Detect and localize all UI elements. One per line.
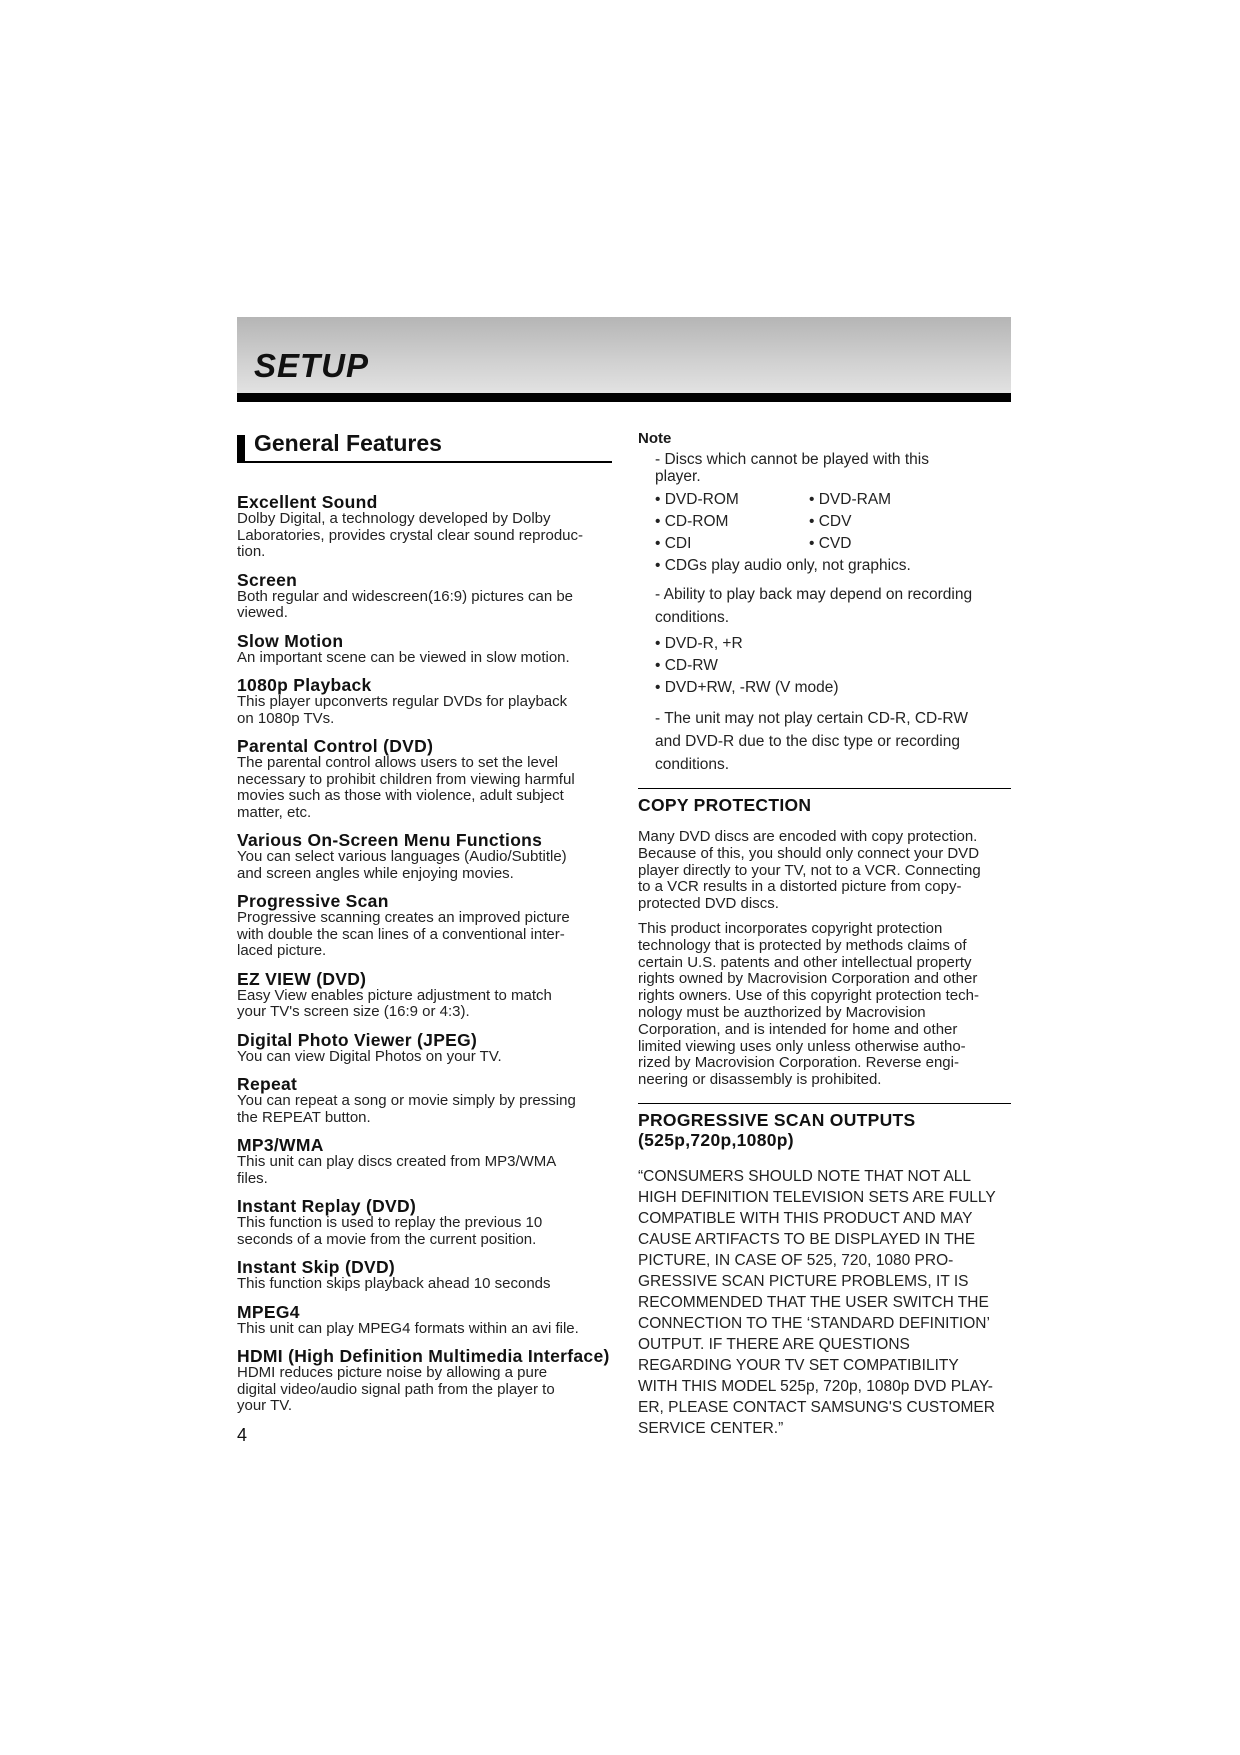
feature-title: Parental Control (DVD) bbox=[237, 736, 434, 756]
feature-item bbox=[237, 676, 612, 727]
copy-protection-line: nology must be auzthorized by Macrovision bbox=[638, 1003, 926, 1021]
feature-description-line: This function skips playback ahead 10 seconds bbox=[237, 1275, 551, 1292]
feature-description bbox=[237, 849, 612, 882]
feature-description bbox=[237, 1365, 612, 1415]
feature-item bbox=[237, 571, 612, 622]
progressive-notice-line: WITH THIS MODEL 525p, 720p, 1080p DVD PLAY- bbox=[638, 1377, 993, 1395]
feature-description-line: matter, etc. bbox=[237, 803, 312, 821]
copy-protection-line: technology that is protected by methods claims of bbox=[638, 936, 967, 954]
disc-pair-row bbox=[638, 489, 1011, 511]
progressive-notice bbox=[638, 1166, 1011, 1439]
feature-description-line: files. bbox=[237, 1169, 268, 1187]
feature-description-line: You can select various languages (Audio/Subtitle) bbox=[237, 848, 567, 865]
feature-description-line: and screen angles while enjoying movies. bbox=[237, 864, 514, 882]
feature-item bbox=[237, 493, 612, 561]
copy-protection-line: protected DVD discs. bbox=[638, 895, 779, 913]
feature-title: Digital Photo Viewer (JPEG) bbox=[237, 1029, 478, 1050]
feature-title: EZ VIEW (DVD) bbox=[237, 968, 367, 989]
feature-title: Screen bbox=[237, 569, 298, 590]
copy-protection-line: certain U.S. patents and other intellectual property bbox=[638, 953, 972, 971]
copy-protection-line: neering or disassembly is prohibited. bbox=[638, 1071, 882, 1089]
feature-description-line: tion. bbox=[237, 543, 266, 560]
note-dash-2 bbox=[638, 583, 1011, 629]
features-list bbox=[237, 493, 612, 1415]
disc-item: • CD-ROM bbox=[655, 513, 729, 530]
feature-description-line: the REPEAT button. bbox=[237, 1108, 371, 1126]
copy-protection-header bbox=[638, 788, 1011, 815]
progressive-notice-line: OUTPUT. IF THERE ARE QUESTIONS bbox=[638, 1335, 910, 1353]
feature-item bbox=[237, 1031, 612, 1066]
progressive-title bbox=[638, 1110, 1011, 1150]
disc-item: • DVD-ROM bbox=[655, 491, 739, 508]
note-dash-1-line: player. bbox=[655, 468, 701, 485]
copy-protection-line: rights owners. Use of this copyright protection tech- bbox=[638, 987, 979, 1005]
feature-description-line: An important scene can be viewed in slow motion. bbox=[237, 648, 570, 666]
feature-description-line: Easy View enables picture adjustment to match bbox=[237, 986, 552, 1004]
feature-title: Repeat bbox=[237, 1074, 298, 1094]
progressive-notice-line: “CONSUMERS SHOULD NOTE THAT NOT ALL bbox=[638, 1167, 972, 1185]
section-marker bbox=[237, 435, 245, 461]
copy-protection-line: limited viewing uses only unless otherwise autho- bbox=[638, 1037, 966, 1055]
section-title: General Features bbox=[254, 430, 442, 456]
feature-item bbox=[237, 632, 612, 667]
disc-item: • CVD bbox=[809, 535, 852, 552]
setup-banner bbox=[237, 317, 1011, 393]
feature-description-line: Both regular and widescreen(16:9) pictures can be bbox=[237, 587, 574, 605]
general-features-header bbox=[237, 428, 612, 463]
progressive-notice-line: GRESSIVE SCAN PICTURE PROBLEMS, IT IS bbox=[638, 1272, 969, 1290]
progressive-title-line: (525p,720p,1080p) bbox=[638, 1129, 794, 1150]
feature-description-line: HDMI reduces picture noise by allowing a pure bbox=[237, 1364, 548, 1381]
feature-item bbox=[237, 1303, 612, 1338]
feature-item bbox=[237, 1347, 612, 1415]
copy-protection-line: This product incorporates copyright protection bbox=[638, 919, 943, 937]
note-dash-3-line: and DVD-R due to the disc type or recording bbox=[655, 733, 960, 750]
banner-rule bbox=[237, 393, 1011, 402]
feature-description-line: This function is used to replay the previous 10 bbox=[237, 1214, 543, 1231]
feature-description bbox=[237, 1321, 612, 1338]
progressive-notice-line: REGARDING YOUR TV SET COMPATIBILITY bbox=[638, 1356, 959, 1374]
feature-description-line: Laboratories, provides crystal clear sound reproduc- bbox=[237, 526, 584, 544]
feature-description-line: with double the scan lines of a conventional inter- bbox=[237, 925, 565, 943]
note-dash-1 bbox=[638, 451, 1011, 485]
feature-description-line: This unit can play discs created from MP3/WMA bbox=[237, 1153, 557, 1170]
copy-protection-body bbox=[638, 829, 1011, 1089]
copy-protection-title: COPY PROTECTION bbox=[638, 795, 812, 815]
feature-description bbox=[237, 910, 612, 960]
feature-description bbox=[237, 1049, 612, 1066]
copy-protection-line: Because of this, you should only connect your DVD bbox=[638, 844, 980, 862]
copy-protection-paragraph bbox=[638, 921, 1011, 1089]
feature-title: Slow Motion bbox=[237, 630, 344, 651]
feature-description-line: You can view Digital Photos on your TV. bbox=[237, 1047, 502, 1065]
disc-pair-row bbox=[638, 533, 1011, 555]
copy-protection-line: to a VCR results in a distorted picture from copy- bbox=[638, 878, 962, 896]
feature-description-line: viewed. bbox=[237, 604, 288, 621]
feature-title: Progressive Scan bbox=[237, 891, 389, 911]
note-dash-3-line: - The unit may not play certain CD-R, CD-RW bbox=[655, 710, 968, 727]
feature-description-line: your TV. bbox=[237, 1397, 293, 1414]
feature-description-line: your TV's screen size (16:9 or 4:3). bbox=[237, 1003, 470, 1020]
right-column bbox=[638, 430, 1011, 1439]
feature-title: 1080p Playback bbox=[237, 675, 372, 695]
feature-description bbox=[237, 1093, 612, 1126]
disc-item: • DVD-RAM bbox=[809, 491, 892, 508]
copy-protection-line: rights owned by Macrovision Corporation and other bbox=[638, 970, 978, 988]
cdg-bullet: • CDGs play audio only, not graphics. bbox=[655, 557, 911, 574]
progressive-notice-line: PICTURE, IN CASE OF 525, 720, 1080 PRO- bbox=[638, 1251, 954, 1269]
feature-item bbox=[237, 831, 612, 882]
progressive-notice-line: CONNECTION TO THE ‘STANDARD DEFINITION’ bbox=[638, 1314, 990, 1332]
progressive-notice-line: HIGH DEFINITION TELEVISION SETS ARE FULLY bbox=[638, 1188, 996, 1206]
recordable-bullet: • DVD-R, +R bbox=[655, 635, 743, 652]
feature-item bbox=[237, 1197, 612, 1248]
feature-item bbox=[237, 1075, 612, 1126]
feature-description-line: The parental control allows users to set the level bbox=[237, 754, 558, 771]
progressive-notice-line: COMPATIBLE WITH THIS PRODUCT AND MAY bbox=[638, 1209, 973, 1227]
feature-title: HDMI (High Definition Multimedia Interface) bbox=[237, 1346, 610, 1366]
disc-item: • CDV bbox=[809, 513, 852, 530]
recordable-bullet: • DVD+RW, -RW (V mode) bbox=[655, 679, 839, 696]
progressive-header bbox=[638, 1103, 1011, 1150]
feature-title: Instant Replay (DVD) bbox=[237, 1196, 417, 1216]
feature-item bbox=[237, 1258, 612, 1293]
progressive-notice-line: CAUSE ARTIFACTS TO BE DISPLAYED IN THE bbox=[638, 1230, 976, 1248]
feature-description-line: Progressive scanning creates an improved picture bbox=[237, 909, 570, 926]
feature-description bbox=[237, 1215, 612, 1248]
page-number: 4 bbox=[237, 1424, 248, 1445]
feature-description bbox=[237, 650, 612, 667]
note-dash-3 bbox=[638, 707, 1011, 776]
feature-description bbox=[237, 694, 612, 727]
feature-item bbox=[237, 737, 612, 821]
feature-description-line: Dolby Digital, a technology developed by Dolby bbox=[237, 510, 551, 527]
feature-title: MP3/WMA bbox=[237, 1135, 324, 1155]
recordable-bullet: • CD-RW bbox=[655, 657, 718, 674]
feature-item bbox=[237, 970, 612, 1021]
banner-title: SETUP bbox=[254, 347, 370, 384]
copy-protection-paragraph bbox=[638, 829, 1011, 913]
note-dash-3-line: conditions. bbox=[655, 756, 730, 773]
disc-pair-row bbox=[638, 511, 1011, 533]
feature-description-line: on 1080p TVs. bbox=[237, 709, 335, 727]
feature-description-line: seconds of a movie from the current position. bbox=[237, 1230, 537, 1248]
feature-description bbox=[237, 1154, 612, 1187]
feature-description bbox=[237, 511, 612, 561]
note-title: Note bbox=[638, 430, 672, 447]
feature-description bbox=[237, 755, 612, 821]
feature-title: Various On-Screen Menu Functions bbox=[237, 830, 543, 850]
feature-description bbox=[237, 589, 612, 622]
feature-title: Excellent Sound bbox=[237, 492, 378, 512]
feature-description-line: digital video/audio signal path from the player to bbox=[237, 1380, 555, 1398]
disc-item: • CDI bbox=[655, 535, 692, 552]
progressive-notice-line: SERVICE CENTER.” bbox=[638, 1419, 784, 1437]
copy-protection-line: rized by Macrovision Corporation. Reverse engi- bbox=[638, 1054, 959, 1072]
feature-description bbox=[237, 1276, 612, 1293]
feature-item bbox=[237, 892, 612, 960]
copy-protection-line: Many DVD discs are encoded with copy protection. bbox=[638, 828, 978, 845]
note-dash-1-line: - Discs which cannot be played with this bbox=[655, 451, 929, 468]
progressive-title-line: PROGRESSIVE SCAN OUTPUTS bbox=[638, 1109, 916, 1130]
note-dash-2-line: conditions. bbox=[655, 609, 730, 626]
progressive-notice-line: RECOMMENDED THAT THE USER SWITCH THE bbox=[638, 1293, 989, 1311]
feature-description-line: necessary to prohibit children from viewing harmful bbox=[237, 770, 575, 788]
copy-protection-line: Corporation, and is intended for home and other bbox=[638, 1020, 958, 1038]
left-column bbox=[237, 428, 612, 1446]
feature-title: MPEG4 bbox=[237, 1301, 300, 1322]
feature-description-line: This unit can play MPEG4 formats within an avi file. bbox=[237, 1319, 579, 1337]
feature-description-line: laced picture. bbox=[237, 942, 327, 959]
copy-protection-line: player directly to your TV, not to a VCR. Connecting bbox=[638, 861, 981, 879]
feature-title: Instant Skip (DVD) bbox=[237, 1257, 396, 1277]
feature-item bbox=[237, 1136, 612, 1187]
feature-description-line: movies such as those with violence, adult subject bbox=[237, 787, 564, 804]
feature-description-line: This player upconverts regular DVDs for playback bbox=[237, 693, 568, 710]
feature-description-line: You can repeat a song or movie simply by pressing bbox=[237, 1092, 576, 1109]
progressive-notice-line: ER, PLEASE CONTACT SAMSUNG'S CUSTOMER bbox=[638, 1398, 995, 1416]
note-dash-2-line: - Ability to play back may depend on recording bbox=[655, 586, 973, 603]
feature-description bbox=[237, 988, 612, 1021]
